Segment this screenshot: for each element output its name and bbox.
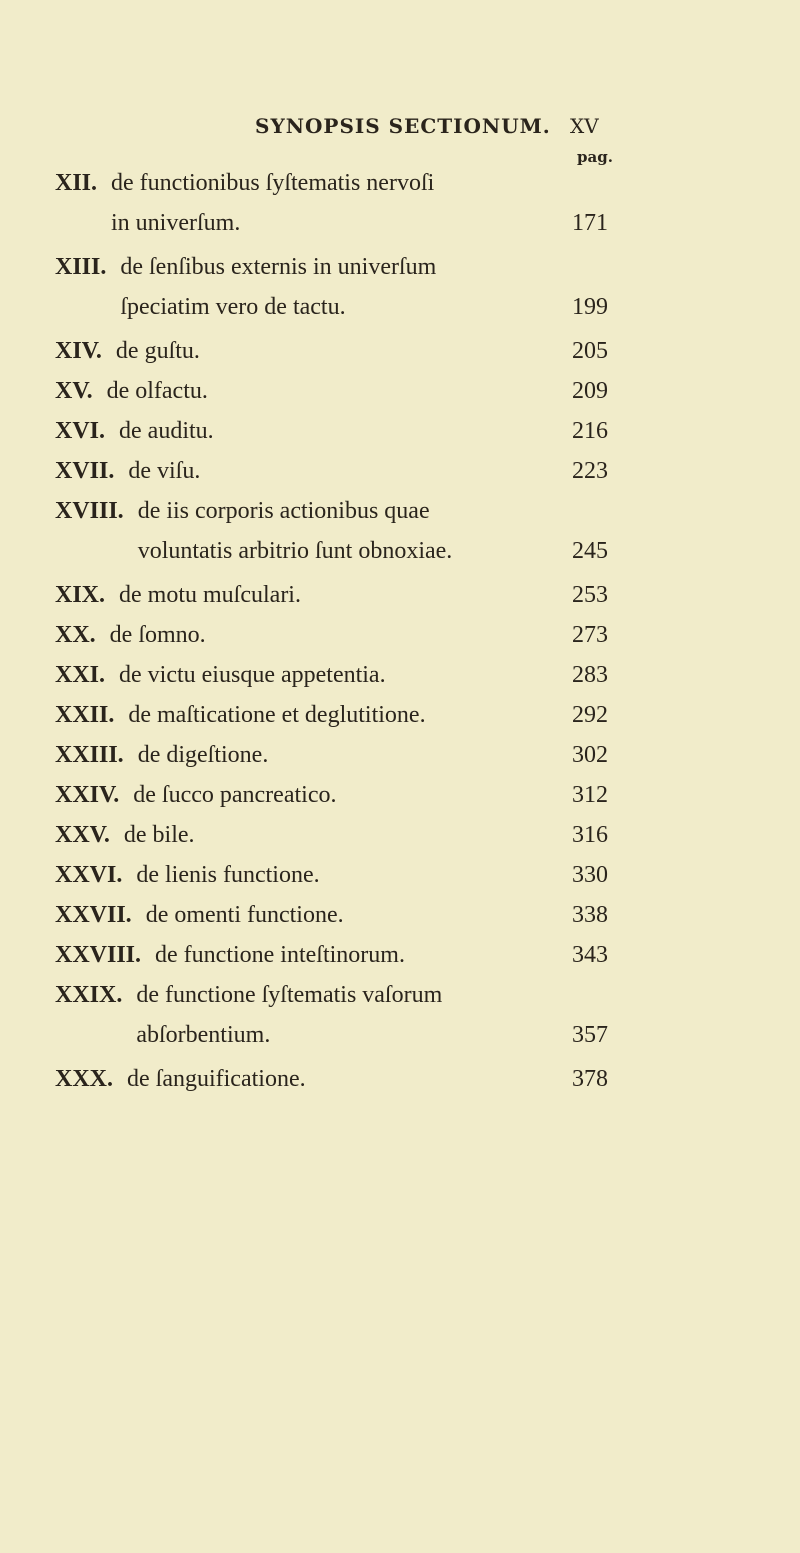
page-number: 209 [572, 378, 608, 404]
page-number: 216 [572, 418, 608, 444]
section-number: XXIV. [55, 782, 120, 808]
page-header [0, 114, 800, 144]
section-title-line: ſpeciatim vero de tactu. [120, 294, 346, 320]
toc-entry [55, 1059, 695, 1099]
section-number: XXIX. [55, 982, 123, 1008]
page-number: 312 [572, 782, 608, 808]
toc-entry [55, 575, 695, 615]
toc-entry [55, 855, 695, 895]
section-title-line: voluntatis arbitrio ſunt obnoxiae. [137, 538, 453, 564]
page-number: 292 [572, 702, 608, 728]
toc-entry [55, 775, 695, 815]
section-number: XXVII. [55, 902, 132, 928]
section-number: XV. [55, 378, 93, 404]
section-title-line: de iis corporis actionibus quae [137, 498, 430, 524]
page-column-label: pag. [577, 148, 613, 166]
section-title-line: de auditu. [119, 418, 214, 444]
section-number: XXV. [55, 822, 110, 848]
toc-entry [55, 411, 695, 451]
section-title-line: de omenti functione. [145, 902, 344, 928]
toc-entry [55, 975, 695, 1055]
page-number: 205 [572, 338, 608, 364]
section-number: XXIII. [55, 742, 124, 768]
section-title-line: de ſucco pancreatico. [133, 782, 337, 808]
toc-entry [55, 451, 695, 491]
section-number: XVI. [55, 418, 106, 444]
toc-entry [55, 163, 695, 243]
toc-entry [55, 491, 695, 571]
page-number: 199 [572, 294, 608, 320]
section-number: XXVIII. [55, 942, 142, 968]
section-number: XIII. [55, 254, 107, 280]
section-title-line: de functione inteſtinorum. [155, 942, 405, 968]
section-title-line: de maſticatione et deglutitione. [128, 702, 426, 728]
section-title-line: de bile. [123, 822, 195, 848]
section-number: XIV. [55, 338, 102, 364]
section-title-line: de guſtu. [115, 338, 200, 364]
toc-entry [55, 655, 695, 695]
section-number: XVIII. [55, 498, 124, 524]
section-number: XXVI. [55, 862, 123, 888]
page-number: 338 [572, 902, 608, 928]
section-title-line: de digeſtione. [137, 742, 269, 768]
toc-entry [55, 815, 695, 855]
toc-entry [55, 735, 695, 775]
section-title-line: de functione ſyſtematis vaſorum [136, 982, 443, 1008]
section-number: XIX. [55, 582, 106, 608]
section-title-line: abſorbentium. [136, 1022, 271, 1048]
page-number: 253 [572, 582, 608, 608]
page-number: 378 [572, 1066, 608, 1092]
page-number: 357 [572, 1022, 608, 1048]
folio-number: XV [570, 114, 599, 138]
section-number: XX. [55, 622, 96, 648]
section-number: XXII. [55, 702, 115, 728]
section-title-line: de olfactu. [106, 378, 208, 404]
running-title: SYNOPSIS SECTIONUM. [255, 114, 551, 138]
table-of-contents [55, 163, 695, 1099]
page-number: 245 [572, 538, 608, 564]
section-number: XXX. [55, 1066, 113, 1092]
page-number: 316 [572, 822, 608, 848]
page-number: 283 [572, 662, 608, 688]
section-title-line: de viſu. [128, 458, 201, 484]
section-title-line: de motu muſculari. [119, 582, 301, 608]
toc-entry [55, 371, 695, 411]
page-number: 171 [572, 210, 608, 236]
page-number: 330 [572, 862, 608, 888]
section-title-line: de ſenſibus externis in univerſum [120, 254, 437, 280]
page-number: 343 [572, 942, 608, 968]
section-title-line: de ſomno. [109, 622, 206, 648]
section-title-line: de ſanguificatione. [127, 1066, 306, 1092]
section-number: XVII. [55, 458, 115, 484]
section-title-line: in univerſum. [111, 210, 241, 236]
toc-entry [55, 247, 695, 327]
section-title-line: de functionibus ſyſtematis nervoſi [111, 170, 435, 196]
toc-entry [55, 895, 695, 935]
page-number: 273 [572, 622, 608, 648]
section-title-line: de victu eiusque appetentia. [119, 662, 386, 688]
page-number: 302 [572, 742, 608, 768]
section-number: XXI. [55, 662, 106, 688]
toc-entry [55, 935, 695, 975]
toc-entry [55, 695, 695, 735]
toc-entry [55, 331, 695, 371]
page-number: 223 [572, 458, 608, 484]
section-title-line: de lienis functione. [136, 862, 320, 888]
toc-entry [55, 615, 695, 655]
section-number: XII. [55, 170, 98, 196]
